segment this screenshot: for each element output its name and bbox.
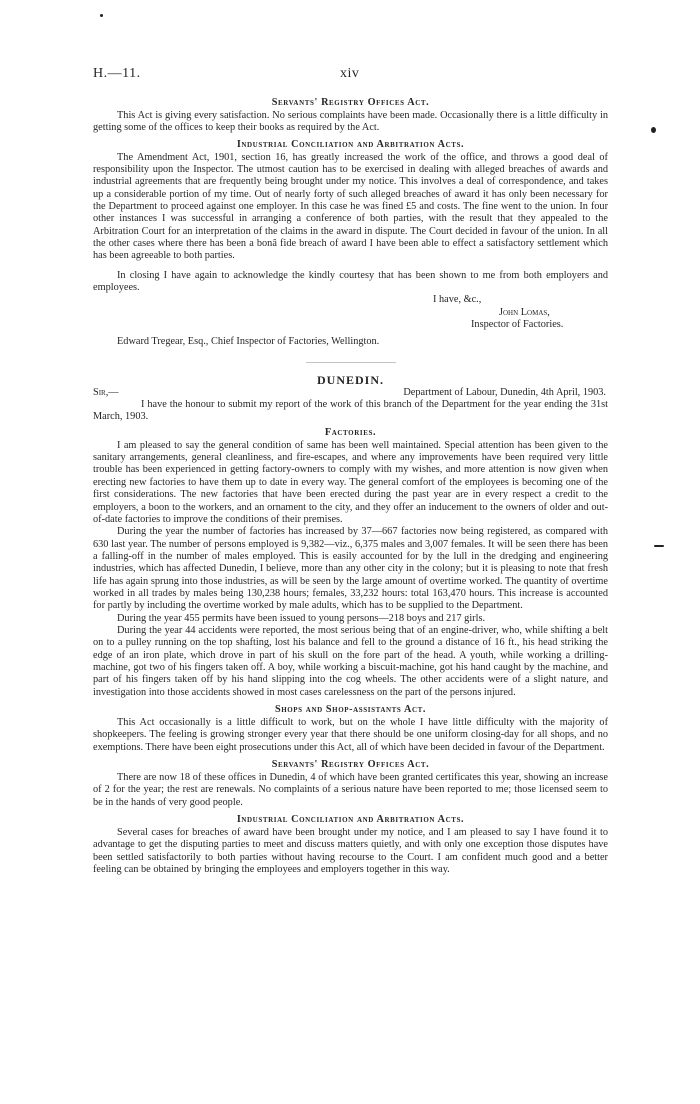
dunedin-heading: DUNEDIN. [316, 372, 384, 387]
paragraph: During the year 44 accidents were reported, the most serious being that of an engine-driver, who, while shifting a belt on to a pulley running on the top shafting, lost his balance and fell to the ground a distance of 16 ft., his head striking the edge of an iron plate, which drove in part of his skull on the fore part of the head. A youth, while working a drilling-machine, got two of his fingers taken off. A boy, while working a biscuit-machine, got his hand caught by the machine, and part of his fingers taken off by his hand slipping into the cog wheels. The other accidents were of a slight nature, and investigation into those accidents showed in most cases carelessness on the part of the persons injured. [93, 624, 608, 698]
speck-mark [654, 545, 664, 547]
divider [306, 362, 396, 363]
section-heading-servants: Servants' Registry Offices Act. [271, 97, 430, 108]
paragraph: In closing I have again to acknowledge the kindly courtesy that has been shown to me from both employers and employees. [93, 269, 608, 294]
section-heading-industrial-2: Industrial Conciliation and Arbitration Acts. [236, 814, 465, 826]
section-heading-industrial: Industrial Conciliation and Arbitration Acts. [236, 138, 465, 150]
addressee: Edward Tregear, Esq., Chief Inspector of Factories, Wellington. [117, 335, 380, 347]
sig-closing: I have, &c., [433, 294, 482, 306]
paragraph: There are now 18 of these offices in Dunedin, 4 of which have been granted certificates this year, showing an increase of 2 for the year; the rest are renewals. No complaints of a serious nature have been reported to me; those licensed seem to be in the hands of very good people. [93, 772, 608, 808]
dept-line: Department of Labour, Dunedin, 4th April, 1903. [403, 386, 606, 398]
paragraph: During the year 455 permits have been issued to young persons—218 boys and 217 girls. [117, 612, 486, 624]
report-code: H.—11. [93, 66, 141, 81]
salutation-row [93, 387, 608, 399]
section-heading-shops: Shops and Shop-assistants Act. [274, 704, 427, 715]
speck-mark [100, 14, 103, 17]
salutation: Sir,— [93, 386, 119, 398]
signature-block [93, 294, 608, 331]
report-body [93, 96, 608, 876]
paragraph: Several cases for breaches of award have been brought under my notice, and I am pleased to say I have found it to advantage to get the disputing parties to meet and discuss matters quietly, and with only one exception those disputes have been settled satisfactorily to both parties without having recourse to the Court. I am confident much good and a better feeling can be obtained by bringing the employees and employers together in this way. [93, 827, 608, 876]
paragraph: This Act occasionally is a little difficult to work, but on the whole I have little difficulty with the majority of shopkeepers. The feeling is growing stronger every year that there should be one uniform closing-day for all shops, and no exemptions. There have been eight prosecutions under this Act, all of which have been decided in favour of the Department. [93, 717, 608, 753]
paragraph: During the year the number of factories has increased by 37—667 factories now being registered, as compared with 630 last year. The number of persons employed is 9,382—viz., 6,375 males and 3,007 females. It will be seen there has been a falling-off in the number of males employed. This is easily accounted for by the lull in the dredging and engineering industries, which has affected Dunedin, I believe, more than any other city in the colony; but it is pleasing to note that fresh life has again sprung into those industries, as will be seen by the large amount of overtime worked. The quantity of overtime worked in all trades by males being 130,238 hours; females, 33,232 hours: total 163,470 hours. This increase is accounted for partly by including the overtime worked by male adults, which has to be supplied to the Department. [93, 526, 608, 612]
speck-mark [651, 127, 656, 133]
sig-title: Inspector of Factories. [471, 319, 564, 331]
section-heading-factories: Factories. [324, 426, 377, 438]
paragraph: The Amendment Act, 1901, section 16, has greatly increased the work of the office, and throws a good deal of responsibility upon the Inspector. The utmost caution has to be exercised in dealing with alleged breaches of awards and industrial agreements that are frequently being brought under my notice. This involves a deal of correspondence, and takes up a considerable portion of my time. Out of nearly forty of such alleged breaches of award it has only been necessary for the Department to proceed against one employer. In this case he was fined £5 and costs. The fine went to the union. In four other instances I was successful in arranging a conference of both parties, with the result that they appealed to the Arbitration Court for an interpretation of the claims in the award in dispute. The Court decided in favour of the union. In all the other cases where there has been a bonâ fide breach of award I have been able to effect a satisfactory settlement which has been agreeable to both parties. [93, 151, 608, 262]
section-heading-servants-2: Servants' Registry Offices Act. [271, 759, 430, 771]
page-number: xiv [340, 66, 360, 81]
paragraph: This Act is giving every satisfaction. No serious complaints have been made. Occasionally there is a little difficulty in getting some of the offices to keep their books as required by the Act. [93, 110, 608, 134]
sig-name: John Lomas, [499, 306, 550, 318]
paragraph: I have the honour to submit my report of the work of this branch of the Department for the year ending the 31st March, 1903. [93, 399, 608, 423]
paragraph: I am pleased to say the general condition of same has been well maintained. Special attention has been given to the sanitary arrangements, general cleanliness, and fire-escapes, and where any improvements have been required very little trouble has been experienced in getting factory-owners to comply with my wishes, and more attention is now given when erecting new factories to have them up to date in every way. The general comfort of the employees is becoming one of the first considerations. The new factories that have been erected during the past year are in every respect a credit to the employers, a boon to the workers, and an ornament to the city, and they offer an inducement to the owners of older and out-of-date factories to improve the conditions of their premises. [93, 439, 608, 525]
